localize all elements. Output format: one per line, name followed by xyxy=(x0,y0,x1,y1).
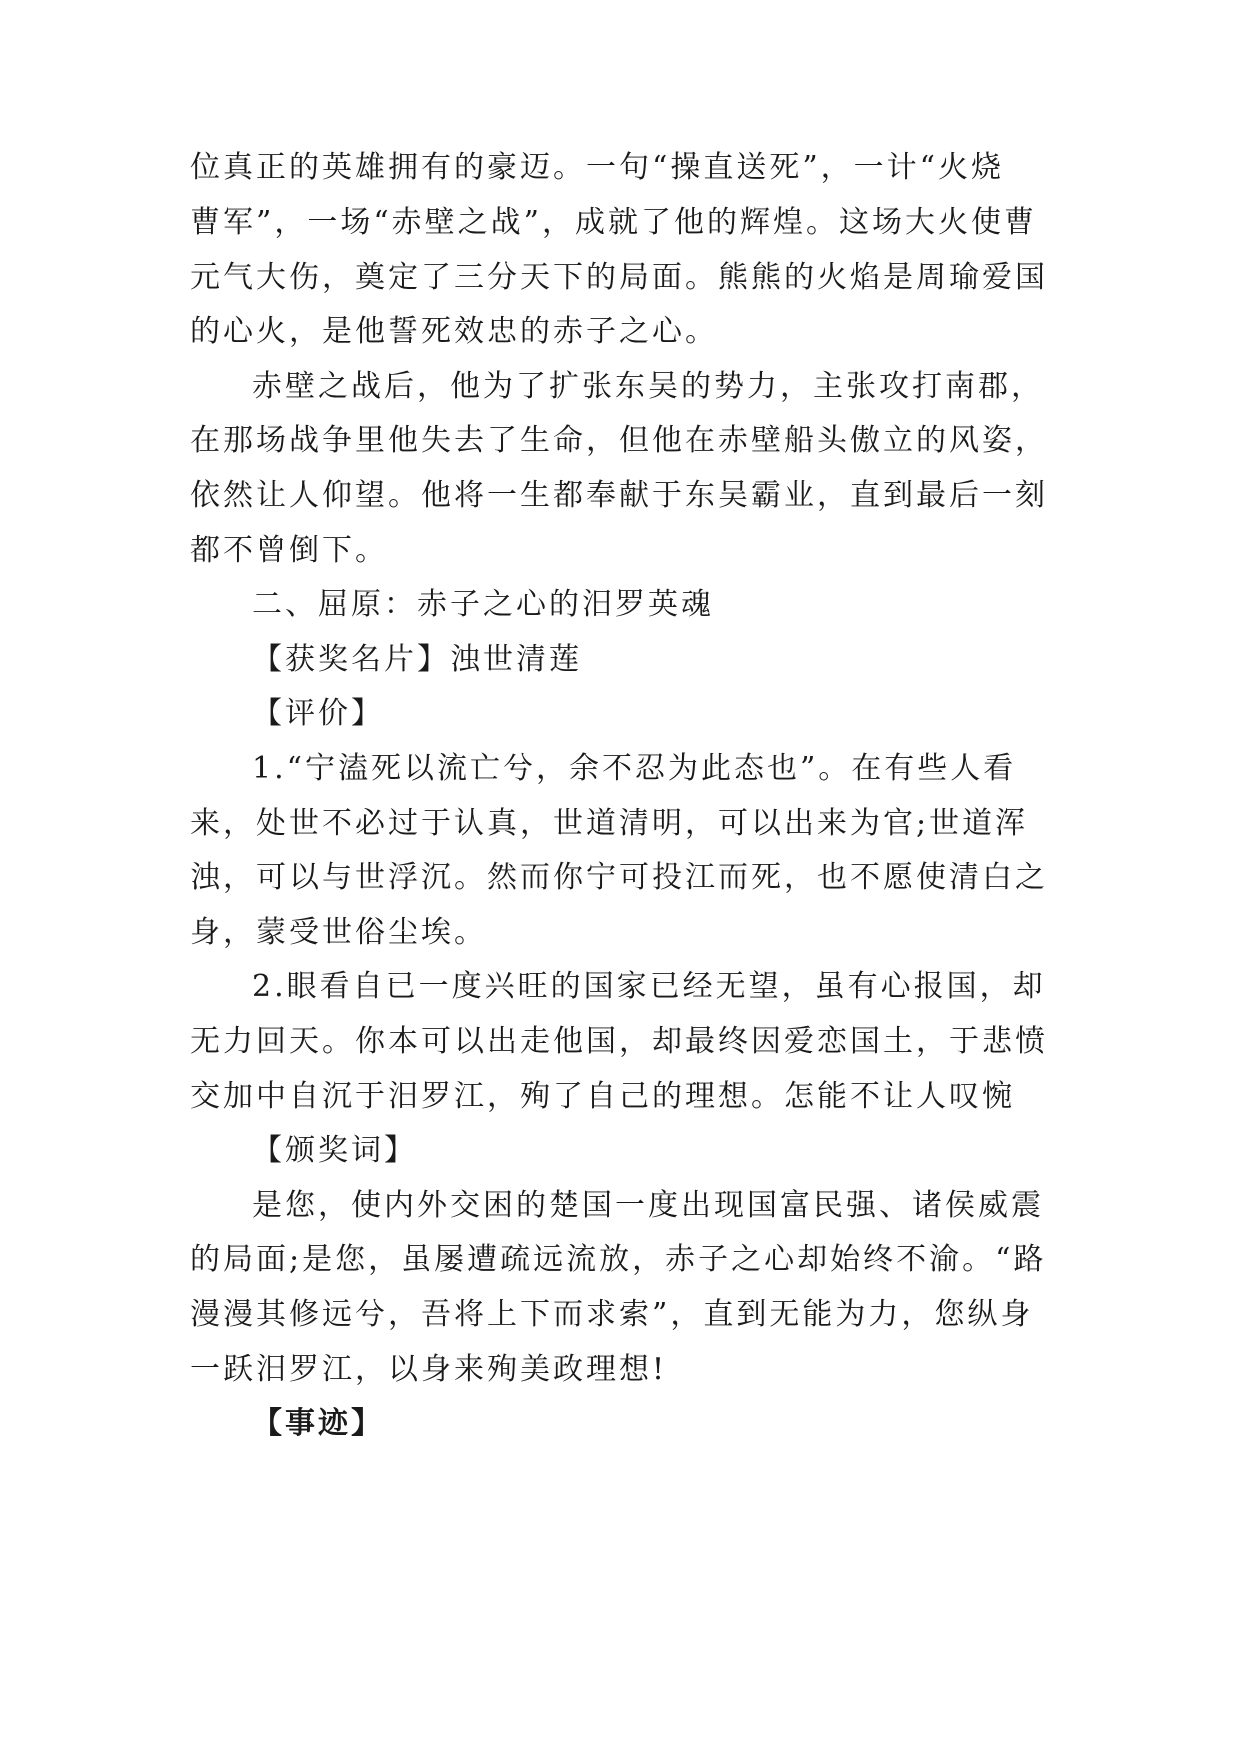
evaluation-heading: 【评价】 xyxy=(252,696,384,731)
paragraph-line: 无力回天。你本可以出走他国，却最终因爱恋国土，于悲愤 xyxy=(190,1024,1048,1059)
paragraph-line: 赤壁之战后，他为了扩张东吴的势力，主张攻打南郡， xyxy=(252,369,1044,404)
paragraph-line: 的局面;是您，虽屡遭疏远流放，赤子之心却始终不渝。“路 xyxy=(190,1242,1047,1277)
paragraph-line: 2.眼看自已一度兴旺的国家已经无望，虽有心报国，却 xyxy=(252,969,1046,1004)
paragraph-line: 元气大伤，奠定了三分天下的局面。熊熊的火焰是周瑜爱国 xyxy=(190,260,1048,295)
paragraph-line: 的心火，是他誓死效忠的赤子之心。 xyxy=(190,314,718,349)
paragraph-line: 一跃汨罗江，以身来殉美政理想! xyxy=(190,1352,668,1387)
paragraph-line: 浊，可以与世浮沉。然而你宁可投江而死，也不愿使清白之 xyxy=(190,860,1048,895)
paragraph-line: 在那场战争里他失去了生命，但他在赤壁船头傲立的风姿， xyxy=(190,423,1048,458)
paragraph-line: 依然让人仰望。他将一生都奉献于东吴霸业，直到最后一刻 xyxy=(190,478,1048,513)
award-card-line: 【获奖名片】浊世清莲 xyxy=(252,642,582,677)
paragraph-line: 位真正的英雄拥有的豪迈。一句“操直送死”，一计“火烧 xyxy=(190,150,1005,185)
paragraph-line: 是您，使内外交困的楚国一度出现国富民强、诸侯威震 xyxy=(252,1188,1044,1223)
paragraph-line: 都不曾倒下。 xyxy=(190,533,388,568)
paragraph-line: 来，处世不必过于认真，世道清明，可以出来为官;世道浑 xyxy=(190,806,1029,841)
paragraph-line: 曹军”，一场“赤壁之战”，成就了他的辉煌。这场大火使曹 xyxy=(190,205,1038,240)
deeds-heading: 【事迹】 xyxy=(252,1406,384,1441)
paragraph-line: 1.“宁溘死以流亡兮，余不忍为此态也”。在有些人看 xyxy=(252,751,1017,786)
paragraph-line: 漫漫其修远兮，吾将上下而求索”，直到无能为力，您纵身 xyxy=(190,1297,1034,1332)
section-heading: 二、屈原：赤子之心的汨罗英魂 xyxy=(252,587,714,622)
paragraph-line: 身，蒙受世俗尘埃。 xyxy=(190,915,487,950)
paragraph-line: 交加中自沉于汨罗江，殉了自己的理想。怎能不让人叹惋 xyxy=(190,1079,1015,1114)
award-speech-heading: 【颁奖词】 xyxy=(252,1133,417,1168)
